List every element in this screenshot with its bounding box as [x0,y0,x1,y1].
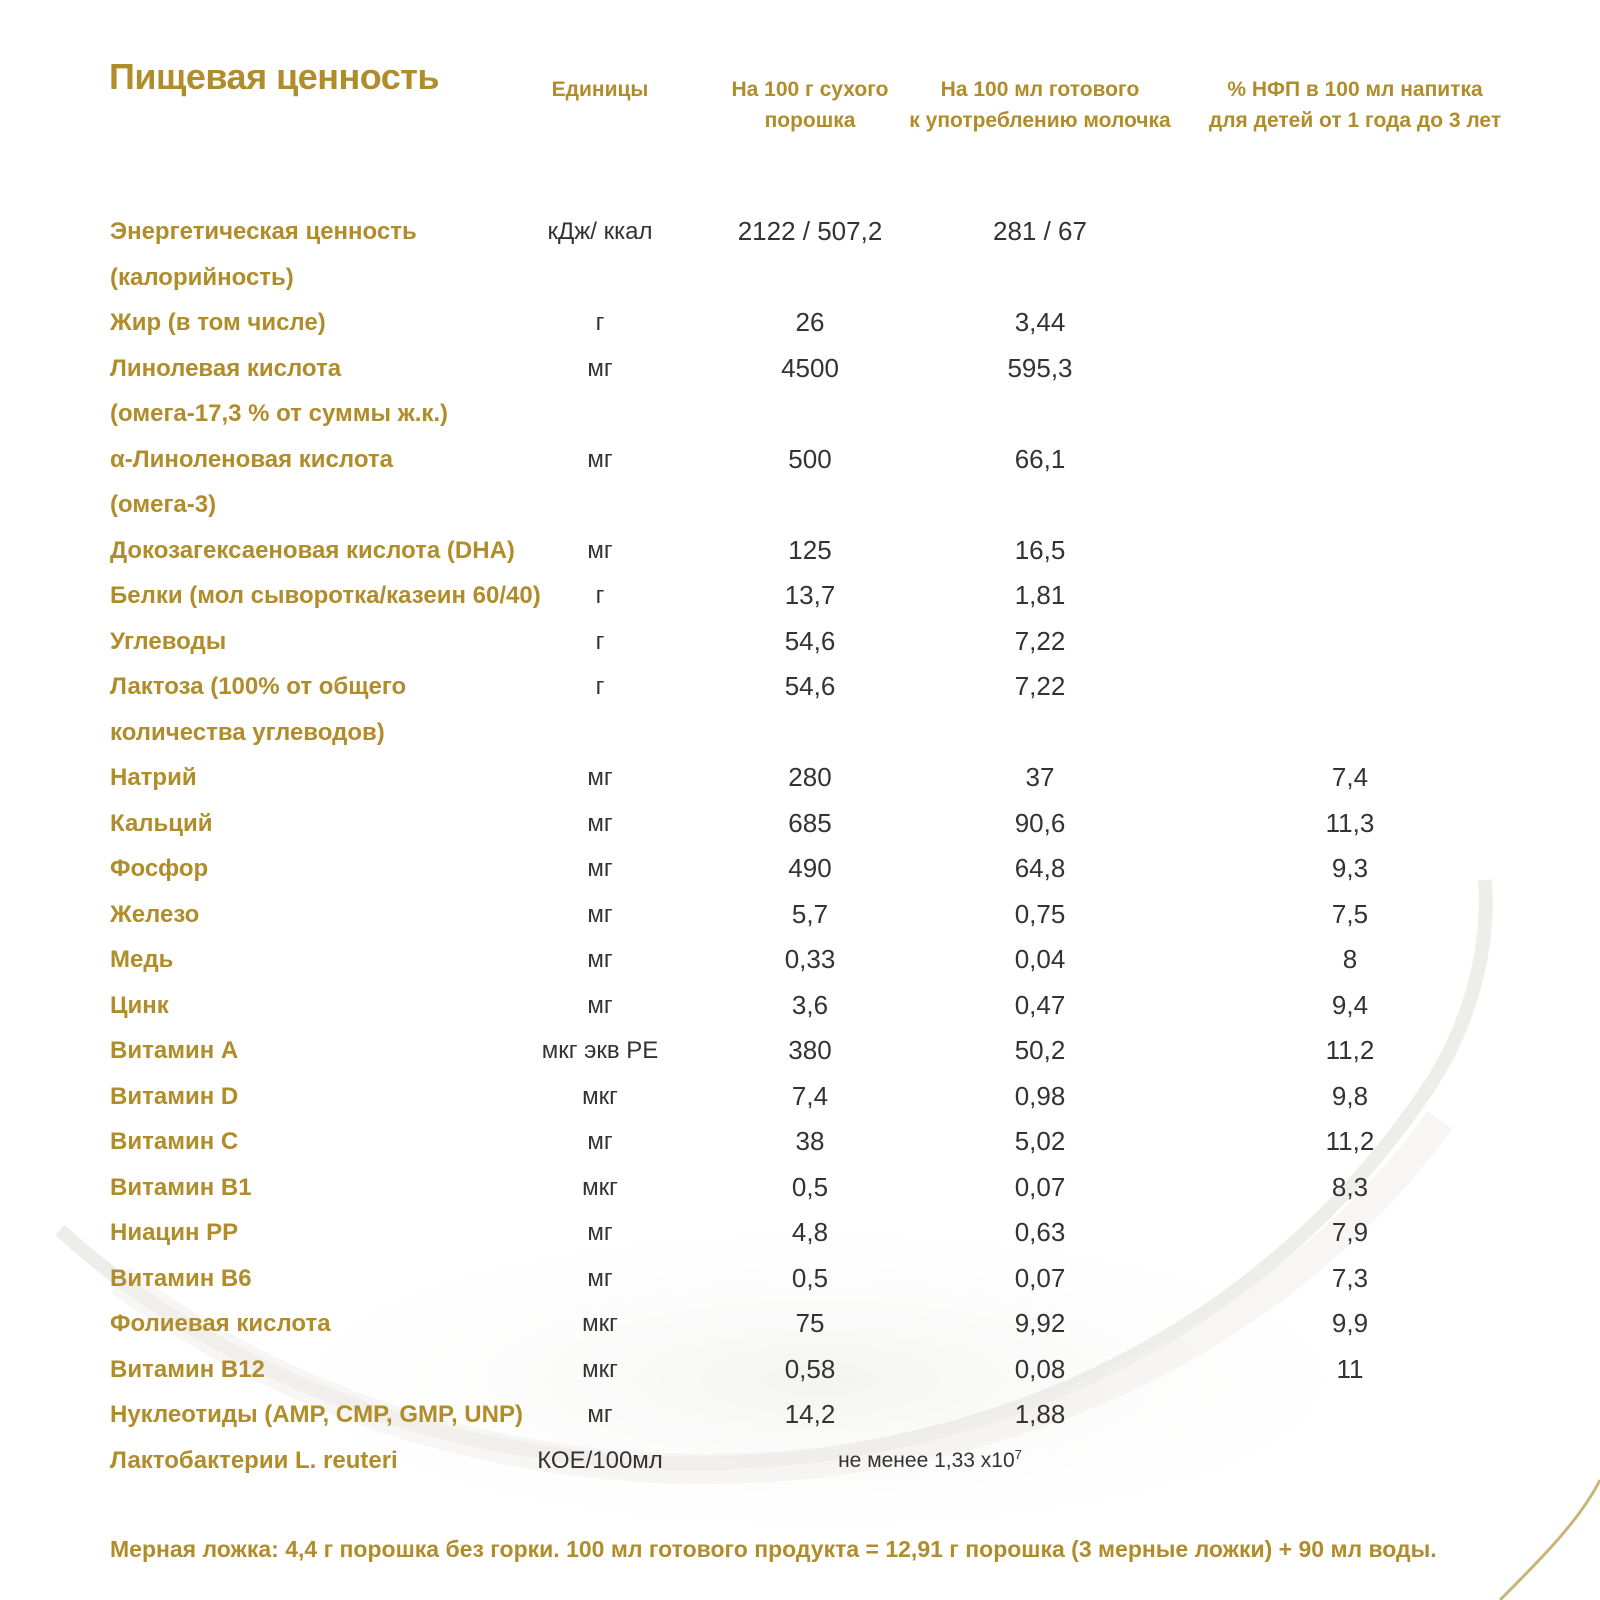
value-per-100ml: 1,88 [1014,1399,1066,1429]
nutrient-name: Энергетическая ценность [110,218,417,245]
value-per-100g: 0,5 [791,1171,829,1202]
nutrient-unit: мкг [582,1310,618,1337]
value-per-100ml: 0,07 [1014,1262,1066,1293]
nutrient-unit: г [595,627,605,655]
nutrient-name: Фосфор [110,855,209,882]
nutrient-unit: КОЕ/100мл [537,1446,663,1474]
nutrient-name: Витамин В6 [110,1264,252,1292]
value-per-100g: 2122 / 507,2 [737,216,883,246]
lacto-value [810,1438,1050,1484]
nutrient-unit: мг [587,1401,613,1428]
header-per-100g-line2: порошка [764,109,856,132]
nutrient-unit: мг [587,946,613,973]
value-pct-rda: 8,3 [1331,1171,1369,1202]
value-per-100g: 13,7 [784,580,836,610]
value-pct-rda: 11,3 [1325,807,1375,838]
nutrient-name-continued: (омега-17,3 % от суммы ж.к.) [110,400,449,427]
value-per-100ml: 64,8 [1014,853,1066,883]
nutrient-unit: мкг экв РЕ [541,1037,659,1064]
value-per-100ml: 1,81 [1014,580,1066,610]
nutrient-name: Витамин D [110,1082,239,1110]
nutrient-name: Витамин А [110,1037,239,1064]
nutrient-name-continued: (калорийность) [110,263,294,291]
value-per-100ml: 90,6 [1014,807,1066,838]
value-per-100ml: 0,08 [1014,1353,1066,1384]
nutrient-unit: мг [587,536,613,564]
value-per-100g: 0,58 [784,1353,836,1384]
nutrient-unit: г [595,582,605,609]
nutrient-name: Докозагексаеновая кислота (DHA) [110,536,515,564]
nutrient-name: Ниацин РР [110,1219,239,1246]
value-per-100ml: 0,63 [1014,1217,1066,1247]
nutrient-unit: мг [587,764,613,791]
nutrient-name: Жир (в том числе) [110,309,326,336]
value-per-100ml: 9,92 [1014,1308,1066,1338]
value-per-100g: 3,6 [791,989,829,1020]
value-pct-rda: 11,2 [1325,1126,1375,1156]
nutrient-name: Натрий [110,764,197,791]
value-per-100g: 685 [788,807,832,838]
value-per-100g: 14,2 [784,1399,836,1429]
value-per-100g: 4500 [781,352,839,383]
value-per-100ml: 7,22 [1014,671,1066,701]
header-units [520,74,680,105]
nutrient-unit: мкг [582,1355,618,1383]
nutrient-unit: мг [587,354,613,382]
nutrient-name: α-Линоленовая кислота [110,445,393,473]
page-title: Пищевая ценность [109,56,440,97]
value-per-100ml: 281 / 67 [993,216,1087,246]
value-pct-rda: 11 [1336,1353,1364,1384]
value-per-100ml: 0,47 [1014,989,1066,1020]
nutrient-name: Железо [110,900,200,928]
nutrient-name-continued: (омега-3) [110,491,217,518]
value-per-100g: 38 [795,1126,825,1156]
value-per-100g: 500 [788,443,832,474]
nutrient-name: Медь [110,946,174,973]
nutrient-name: Кальций [110,809,213,837]
nutrient-unit: мг [587,991,613,1019]
nutrient-name: Линолевая кислота [110,354,342,382]
value-per-100ml: 7,22 [1014,625,1066,656]
value-pct-rda: 9,8 [1331,1080,1369,1111]
value-per-100g: 4,8 [791,1217,829,1247]
nutrient-name: Цинк [110,991,169,1019]
value-per-100ml: 37 [1025,762,1055,792]
value-pct-rda: 9,3 [1331,853,1369,883]
nutrient-unit: мг [587,900,613,928]
value-per-100ml: 0,98 [1014,1080,1066,1111]
header-pct-rda [1195,74,1515,136]
value-per-100g: 75 [795,1308,825,1338]
nutrient-unit: г [595,309,605,336]
value-per-100g: 380 [788,1035,832,1065]
value-per-100g: 54,6 [784,671,836,701]
value-per-100ml: 595,3 [1007,352,1073,383]
nutrient-name: Углеводы [110,627,227,655]
value-per-100g: 54,6 [784,625,836,656]
value-pct-rda: 9,9 [1331,1308,1369,1338]
nutrient-name: Лактобактерии L. reuteri [110,1446,398,1474]
header-per-100ml-line1: На 100 мл готового [940,78,1140,101]
nutrient-name: Витамин В12 [110,1355,265,1383]
value-per-100g: 0,5 [791,1262,829,1293]
value-per-100g: 0,33 [784,944,836,974]
nutrient-unit: мг [587,855,613,882]
header-units-label: Единицы [551,78,649,101]
value-pct-rda: 11,2 [1325,1035,1375,1065]
header-per-100ml [905,74,1175,136]
header-per-100ml-line2: к употреблению молочка [909,109,1171,132]
value-pct-rda: 9,4 [1331,989,1369,1020]
value-per-100ml: 0,75 [1014,898,1066,929]
value-per-100ml: 0,04 [1014,944,1066,974]
value-pct-rda: 7,9 [1331,1217,1369,1247]
nutrient-name: Фолиевая кислота [110,1310,331,1337]
nutrient-unit: г [595,673,605,700]
lacto-value-text: не менее 1,33 х10 [838,1448,1015,1472]
value-per-100g: 26 [795,307,825,337]
value-per-100ml: 50,2 [1014,1035,1066,1065]
value-per-100g: 125 [788,534,832,565]
value-per-100g: 280 [788,762,832,792]
value-per-100ml: 3,44 [1014,307,1066,337]
header-per-100g-line1: На 100 г сухого [731,78,889,101]
nutrient-unit: мкг [582,1082,618,1110]
nutrient-unit: мг [587,809,613,837]
lacto-exponent: 7 [1014,1446,1022,1462]
nutrient-name: Лактоза (100% от общего [110,673,407,700]
nutrient-name: Нуклеотиды (AMP, CMP, GMP, UNP) [110,1401,523,1428]
nutrient-unit: мкг [582,1173,618,1201]
nutrient-unit: кДж/ ккал [547,218,653,245]
value-pct-rda: 7,5 [1331,898,1369,929]
value-pct-rda: 7,3 [1331,1262,1369,1293]
nutrient-unit: мг [587,1219,613,1246]
value-per-100ml: 0,07 [1014,1171,1066,1202]
nutrient-name: Белки (мол сыворотка/казеин 60/40) [110,582,541,609]
nutrient-name: Витамин В1 [110,1173,252,1201]
value-pct-rda: 7,4 [1331,762,1369,792]
value-per-100g: 5,7 [791,898,829,929]
nutrient-name: Витамин С [110,1128,239,1155]
footnote: Мерная ложка: 4,4 г порошка без горки. 100 мл готового продукта = 12,91 г порошка (3 мерные ложки) + 90 мл воды. [110,1536,1437,1562]
nutrient-unit: мг [587,445,613,473]
value-per-100ml: 66,1 [1014,443,1066,474]
nutrient-name-continued: количества углеводов) [110,718,385,746]
header-pct-line2: для детей от 1 года до 3 лет [1208,109,1502,132]
header-pct-line1: % НФП в 100 мл напитка [1227,78,1483,101]
value-per-100ml: 5,02 [1014,1126,1066,1156]
header-per-100g [700,74,920,136]
nutrient-unit: мг [587,1128,613,1155]
value-per-100g: 7,4 [791,1080,829,1111]
value-per-100ml: 16,5 [1014,534,1066,565]
value-pct-rda: 8 [1342,944,1358,974]
nutrient-unit: мг [587,1264,613,1292]
value-per-100g: 490 [788,853,832,883]
